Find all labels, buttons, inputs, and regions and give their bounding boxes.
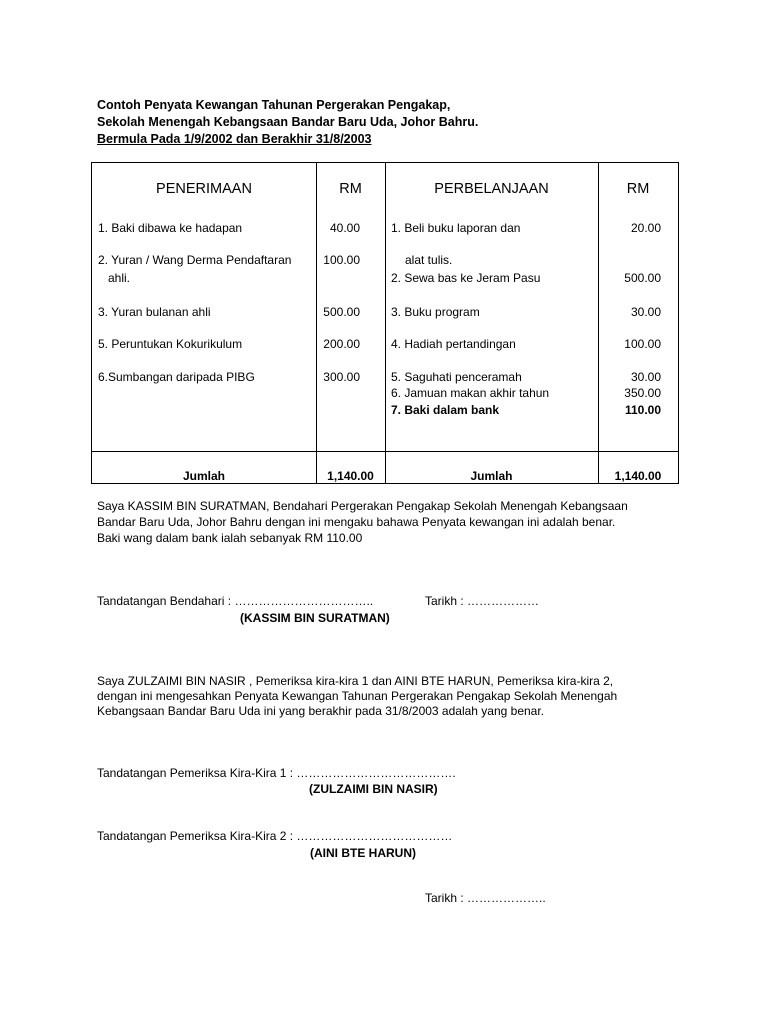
expense-label: 6. Jamuan makan akhir tahun [391,386,550,400]
treasurer-signature-line: Tandatangan Bendahari : …………………………….. [97,594,374,608]
expense-label-bank-balance: 7. Baki dalam bank [391,403,500,417]
total-label-expenses: Jumlah [470,469,513,483]
expense-label: 1. Beli buku laporan dan [391,221,521,235]
expense-amount-bank-balance: 110.00 [624,403,661,417]
audit-line-1: Saya ZULZAIMI BIN NASIR , Pemeriksa kira-kira 1 dan AINI BTE HARUN, Pemeriksa kira-kira 2, [97,674,614,688]
total-expenses: 1,140.00 [614,469,662,483]
auditor-1-name: (ZULZAIMI BIN NASIR) [309,782,438,796]
total-label-receipts: Jumlah [182,469,225,483]
receipt-label: 5. Peruntukan Kokurikulum [98,337,243,351]
expense-label: 3. Buku program [391,305,480,319]
expense-amount: 20.00 [630,221,661,235]
expense-amount: 100.00 [624,337,661,351]
treasurer-name: (KASSIM BIN SURATMAN) [240,611,390,625]
receipt-label-continued: ahli. [108,271,131,285]
column-divider [385,163,386,483]
expense-amount: 500.00 [624,271,661,285]
receipt-label: 2. Yuran / Wang Derma Pendaftaran [98,253,292,267]
total-row-divider [92,451,678,452]
title-line-3: Bermula Pada 1/9/2002 dan Berakhir 31/8/2003 [97,132,372,146]
expense-amount: 30.00 [630,370,661,384]
financial-statement-table [91,162,679,484]
auditor-1-signature-line: Tandatangan Pemeriksa Kira-Kira 1 : …………………………………. [97,766,456,780]
auditor-2-name: (AINI BTE HARUN) [310,846,416,860]
total-receipts: 1,140.00 [327,469,374,483]
column-divider [316,163,317,483]
receipt-amount: 300.00 [323,370,360,384]
final-date-line: Tarikh : ……………….. [425,891,546,905]
header-rm-receipts: RM [339,181,362,197]
title-line-2: Sekolah Menengah Kebangsaan Bandar Baru Uda, Johor Bahru. [97,115,479,129]
title-line-1: Contoh Penyata Kewangan Tahunan Pergerakan Pengakap, [97,98,451,112]
receipt-amount: 200.00 [323,337,360,351]
receipt-amount: 40.00 [329,221,360,235]
receipt-label: 6.Sumbangan daripada PIBG [98,370,255,384]
receipt-label: 3. Yuran bulanan ahli [98,305,211,319]
audit-line-3: Kebangsaan Bandar Baru Uda ini yang berakhir pada 31/8/2003 adalah yang benar. [97,704,545,718]
header-penerimaan: PENERIMAAN [156,181,252,197]
expense-label-continued: alat tulis. [405,253,453,267]
auditor-2-signature-line: Tandatangan Pemeriksa Kira-Kira 2 : ………………………………… [97,829,453,843]
audit-line-2: dengan ini mengesahkan Penyata Kewangan Tahunan Pergerakan Pengakap Sekolah Menengah [97,689,618,703]
treasurer-date-line: Tarikh : ……………… [425,594,540,608]
expense-label: 5. Saguhati penceramah [391,370,522,384]
declaration-line-2: Bandar Baru Uda, Johor Bahru dengan ini mengaku bahawa Penyata kewangan ini adalah benar. [97,515,616,529]
column-divider [598,163,599,483]
receipt-label: 1. Baki dibawa ke hadapan [98,221,243,235]
receipt-amount: 100.00 [323,253,360,267]
declaration-line-1: Saya KASSIM BIN SURATMAN, Bendahari Pergerakan Pengakap Sekolah Menengah Kebangsaan [97,499,628,513]
receipt-amount: 500.00 [323,305,360,319]
expense-amount: 350.00 [624,386,661,400]
header-rm-expenses: RM [626,181,650,197]
expense-label: 2. Sewa bas ke Jeram Pasu [391,271,541,285]
expense-amount: 30.00 [630,305,661,319]
header-perbelanjaan: PERBELANJAAN [434,181,549,197]
declaration-line-3: Baki wang dalam bank ialah sebanyak RM 110.00 [97,531,363,545]
expense-label: 4. Hadiah pertandingan [391,337,516,351]
